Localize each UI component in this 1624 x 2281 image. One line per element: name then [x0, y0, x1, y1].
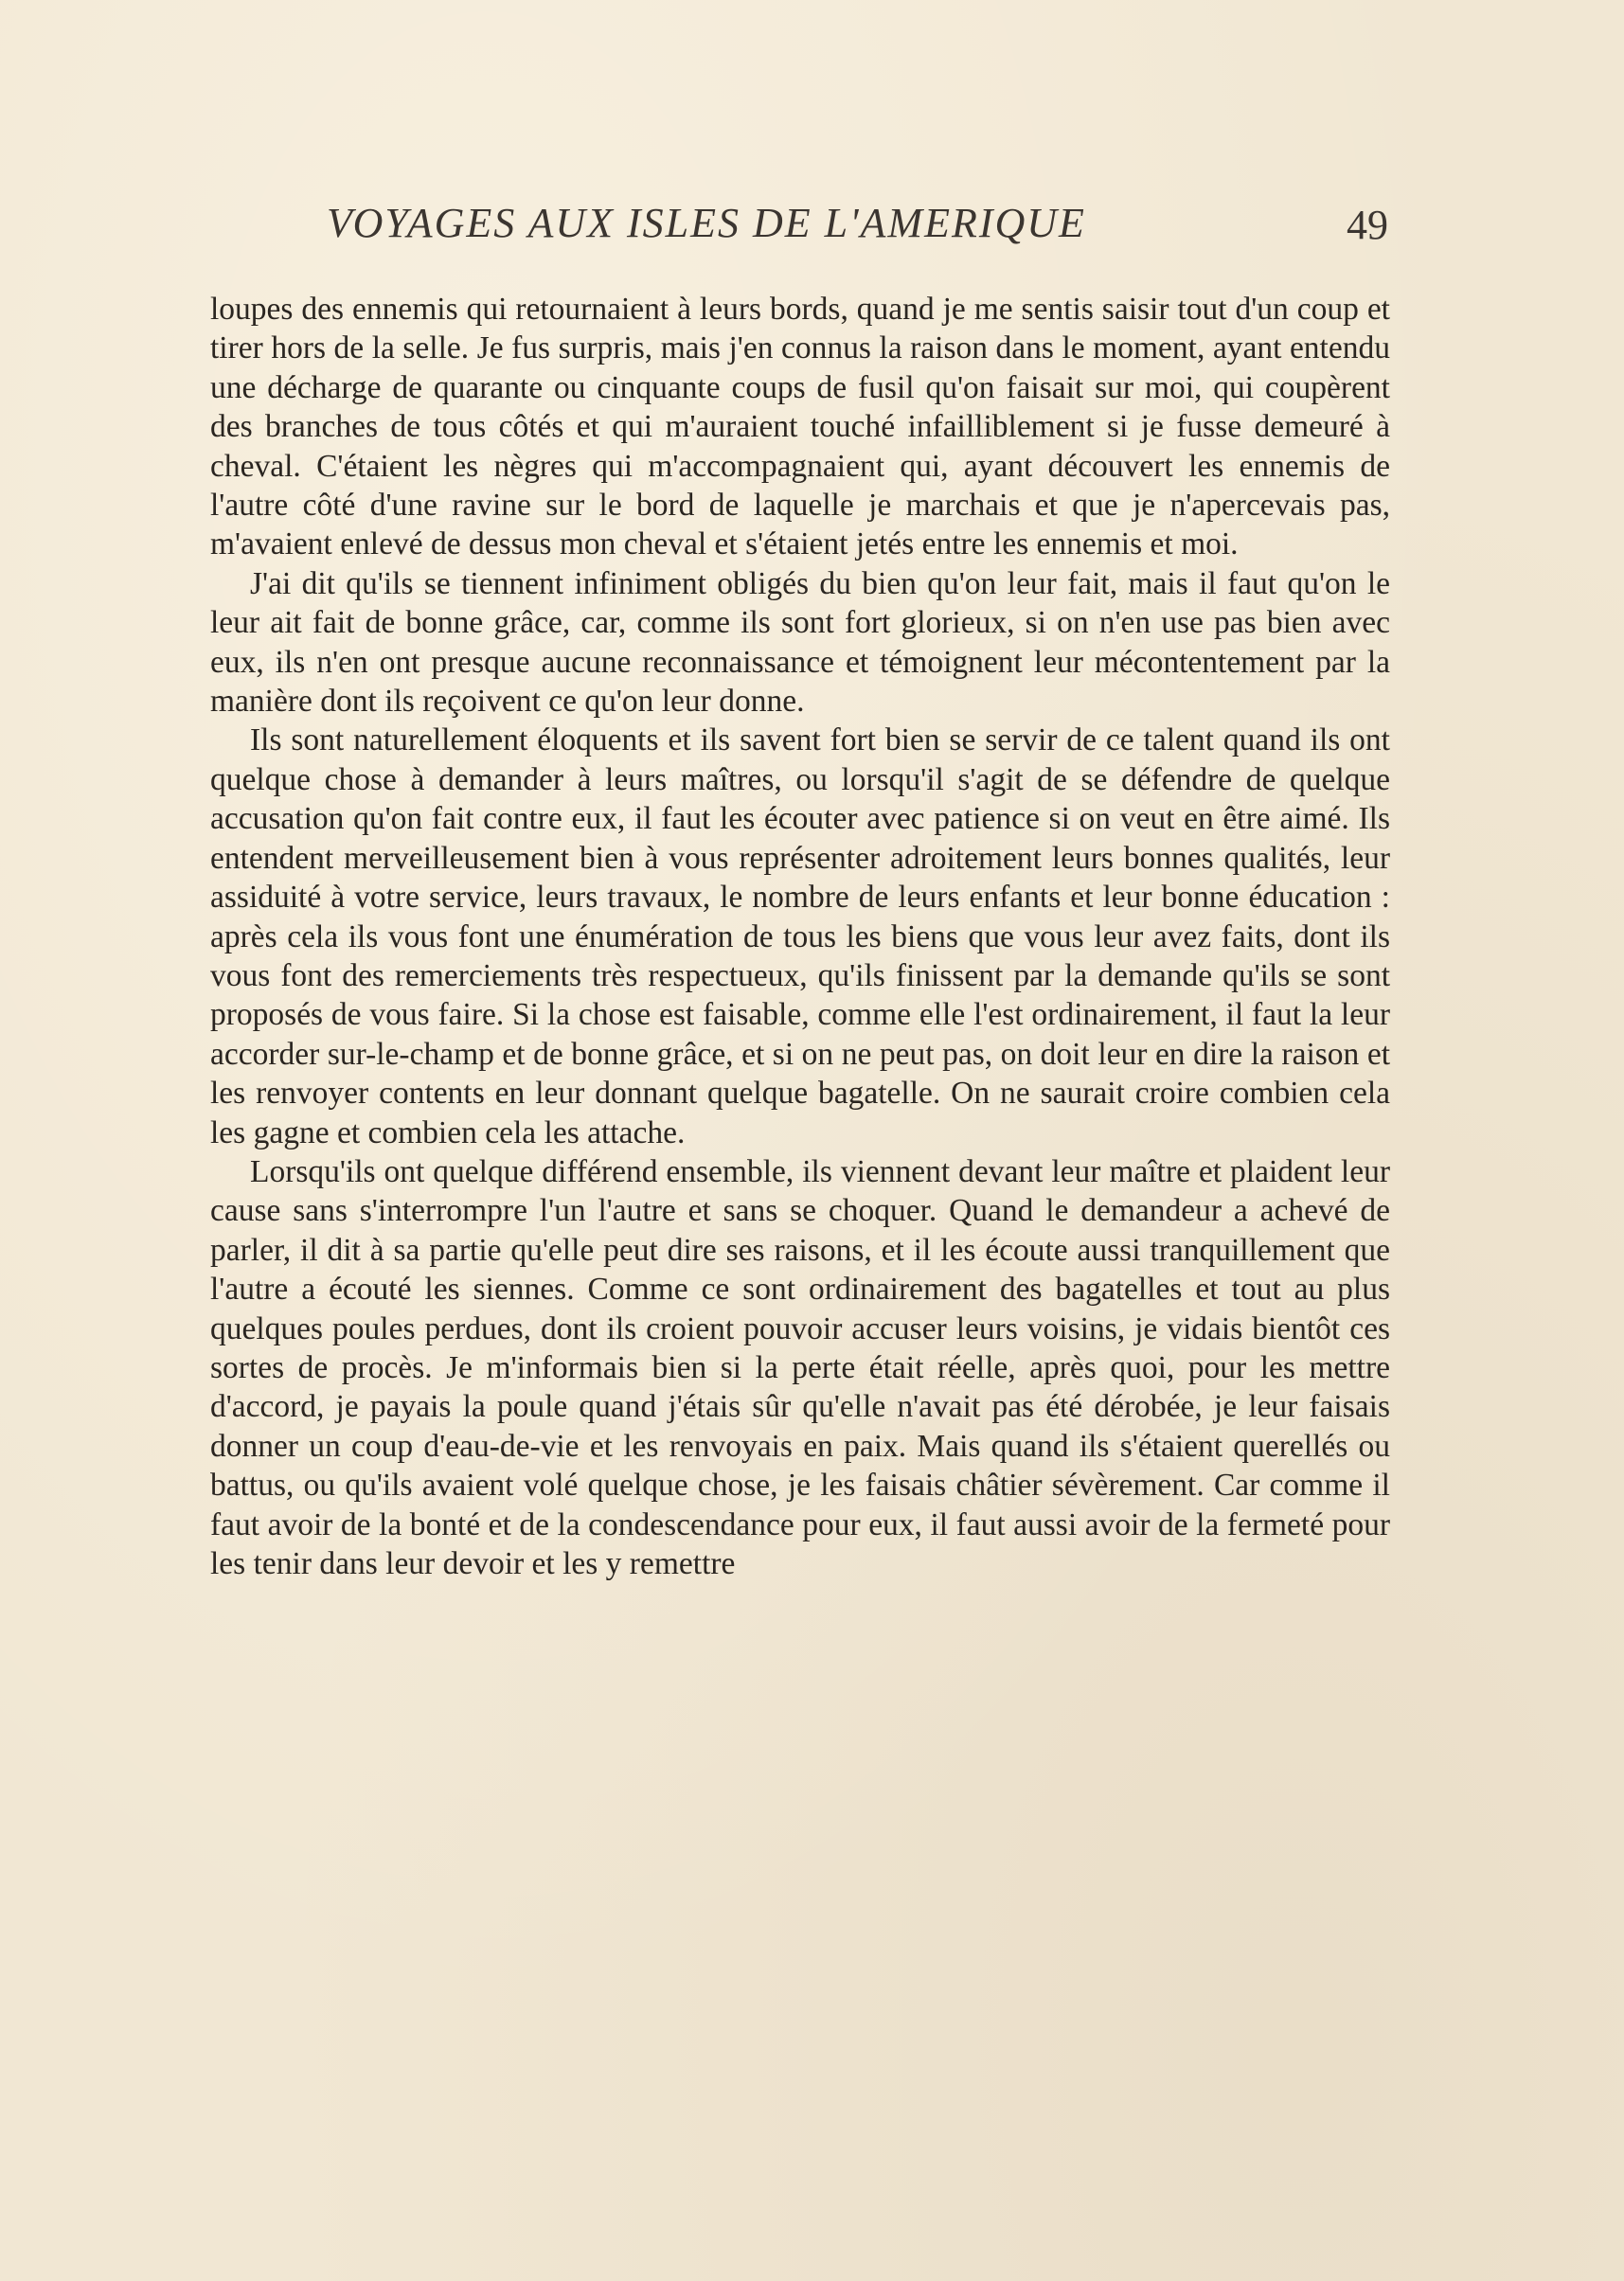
paragraph-2: J'ai dit qu'ils se tiennent infiniment obligés du bien qu'on leur fait, mais il faut qu'on le leur ait fait de bonne grâce, car, comme ils sont fort glorieux, si on n'en use pas bien avec eux, ils n'en ont presque aucune reconnaissance et témoignent leur mécontentement par la manière dont ils reçoivent ce qu'on leur donne.: [210, 565, 1390, 720]
paragraph-3: Ils sont naturellement éloquents et ils savent fort bien se servir de ce talent quand ils ont quelque chose à demander à leurs maîtres, ou lorsqu'il s'agit de se défendre de quelque accusation qu'on fait contre eux, il faut les écouter avec patience si on veut en être aimé. Ils entendent merveilleusement bien à vous représenter adroitement leurs bonnes qualités, leur assiduité à votre service, leurs travaux, le nombre de leurs enfants et leur bonne éducation : après cela ils vous font une énumération de tous les biens que vous leur avez faits, dont ils vous font des remerciements très respectueux, qu'ils finissent par la demande qu'ils se sont proposés de vous faire. Si la chose est faisable, comme elle l'est ordinairement, il faut la leur accorder sur-le-champ et de bonne grâce, et si on ne peut pas, on doit leur en dire la raison et les renvoyer contents en leur donnant quelque bagatelle. On ne saurait croire combien cela les gagne et combien cela les attache.: [210, 722, 1390, 1150]
paragraph-4: Lorsqu'ils ont quelque différend ensemble, ils viennent devant leur maître et plaident leur cause sans s'interrompre l'un l'autre et sans se choquer. Quand le demandeur a achevé de parler, il dit à sa partie qu'elle peut dire ses raisons, et il les écoute aussi tranquillement que l'autre a écouté les siennes. Comme ce sont ordinairement des bagatelles et tout au plus quelques poules perdues, dont ils croient pouvoir accuser leurs voisins, je vidais bientôt ces sortes de procès. Je m'informais bien si la perte était réelle, après quoi, pour les mettre d'accord, je payais la poule quand j'étais sûr qu'elle n'avait pas été dérobée, je leur faisais donner un coup d'eau-de-vie et les renvoyais en paix. Mais quand ils s'étaient querellés ou battus, ou qu'ils avaient volé quelque chose, je les faisais châtier sévèrement. Car comme il faut avoir de la bonté et de la condescendance pour eux, il faut aussi avoir de la fermeté pour les tenir dans leur devoir et les y remettre: [210, 1153, 1390, 1581]
paragraph-1: loupes des ennemis qui retournaient à leurs bords, quand je me sentis saisir tout d'un coup et tirer hors de la selle. Je fus surpris, mais j'en connus la raison dans le moment, ayant entendu une décharge de quarante ou cinquante coups de fusil qu'on faisait sur moi, qui coupèrent des branches de tous côtés et qui m'auraient touché infailliblement si je fusse demeuré à cheval. C'étaient les nègres qui m'accompagnaient qui, ayant découvert les ennemis de l'autre côté d'une ravine sur le bord de laquelle je marchais et que je n'apercevais pas, m'avaient enlevé de dessus mon cheval et s'étaient jetés entre les ennemis et moi.: [210, 292, 1390, 562]
running-title: VOYAGES AUX ISLES DE L'AMERIQUE: [327, 200, 1086, 246]
body-text: [210, 290, 1390, 1583]
running-head: [0, 199, 1624, 265]
page-number: 49: [1347, 202, 1388, 248]
